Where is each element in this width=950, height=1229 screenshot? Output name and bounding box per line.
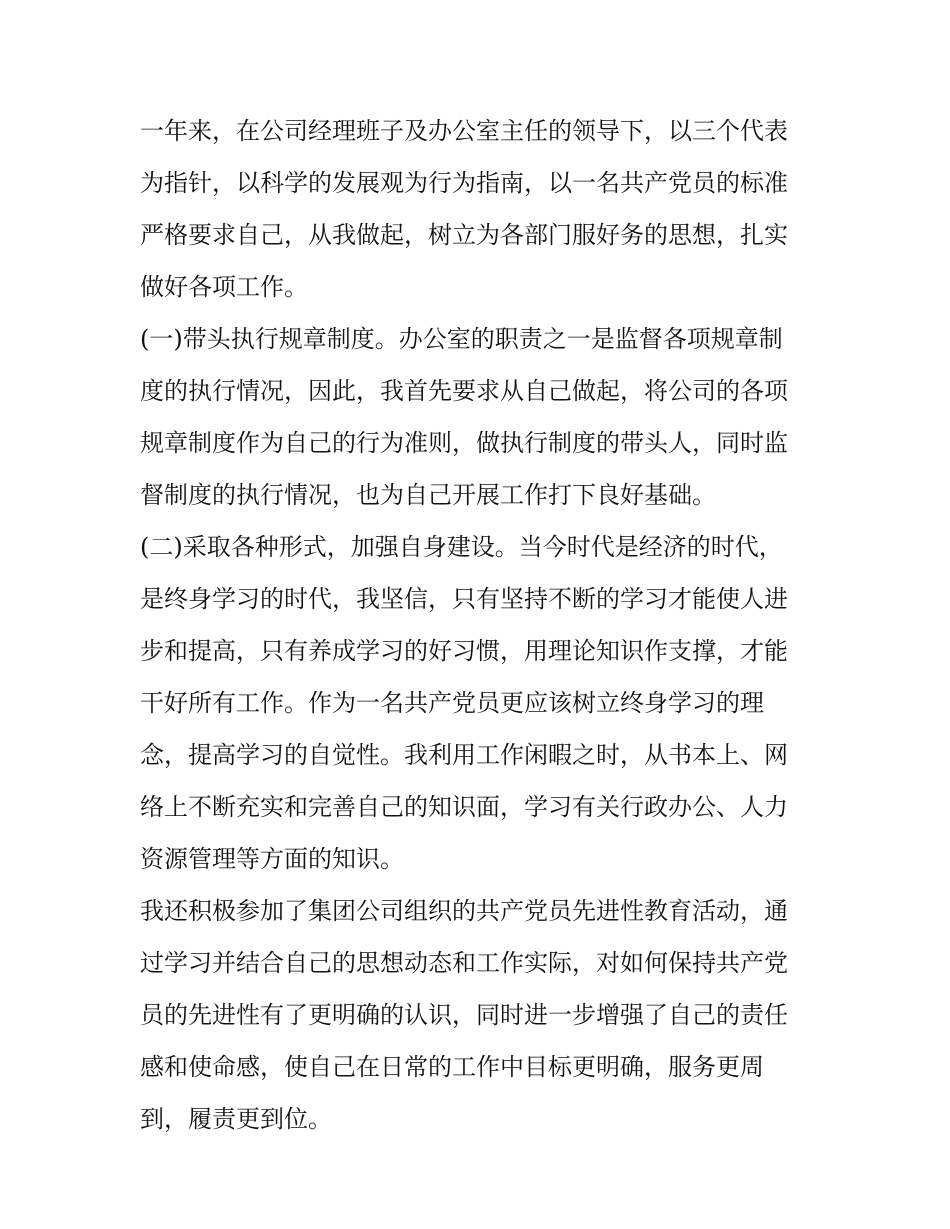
text-line: 资源管理等方面的知识。 bbox=[140, 845, 404, 873]
text-line: 过学习并结合自己的思想动态和工作实际，对如何保持共产党 bbox=[140, 949, 788, 977]
text-line: (一)带头执行规章制度。办公室的职责之一是监督各项规章制 bbox=[140, 325, 783, 353]
text-line: 督制度的执行情况，也为自己开展工作打下良好基础。 bbox=[140, 481, 716, 509]
text-line: 到，履责更到位。 bbox=[140, 1105, 332, 1133]
text-line: 步和提高，只有养成学习的好习惯，用理论知识作支撑，才能 bbox=[140, 637, 788, 665]
text-line: 我还积极参加了集团公司组织的共产党员先进性教育活动，通 bbox=[140, 897, 788, 925]
text-line: 一年来，在公司经理班子及办公室主任的领导下，以三个代表 bbox=[140, 117, 788, 145]
text-line: 为指针，以科学的发展观为行为指南，以一名共产党员的标准 bbox=[140, 169, 788, 197]
text-line: 络上不断充实和完善自己的知识面，学习有关行政办公、人力 bbox=[140, 793, 788, 821]
text-line: 感和使命感，使自己在日常的工作中目标更明确，服务更周 bbox=[140, 1053, 764, 1081]
text-line: 度的执行情况，因此，我首先要求从自己做起，将公司的各项 bbox=[140, 377, 788, 405]
body-text bbox=[140, 105, 820, 1145]
text-line: 规章制度作为自己的行为准则，做执行制度的带头人，同时监 bbox=[140, 429, 788, 457]
text-line: (二)采取各种形式，加强自身建设。当今时代是经济的时代， bbox=[140, 533, 783, 561]
text-line: 念，提高学习的自觉性。我利用工作闲暇之时，从书本上、网 bbox=[140, 741, 788, 769]
text-line: 严格要求自己，从我做起，树立为各部门服好务的思想，扎实 bbox=[140, 221, 788, 249]
text-line: 员的先进性有了更明确的认识，同时进一步增强了自己的责任 bbox=[140, 1001, 788, 1029]
text-line: 干好所有工作。作为一名共产党员更应该树立终身学习的理 bbox=[140, 689, 764, 717]
text-line: 是终身学习的时代，我坚信，只有坚持不断的学习才能使人进 bbox=[140, 585, 788, 613]
text-line: 做好各项工作。 bbox=[140, 273, 308, 301]
